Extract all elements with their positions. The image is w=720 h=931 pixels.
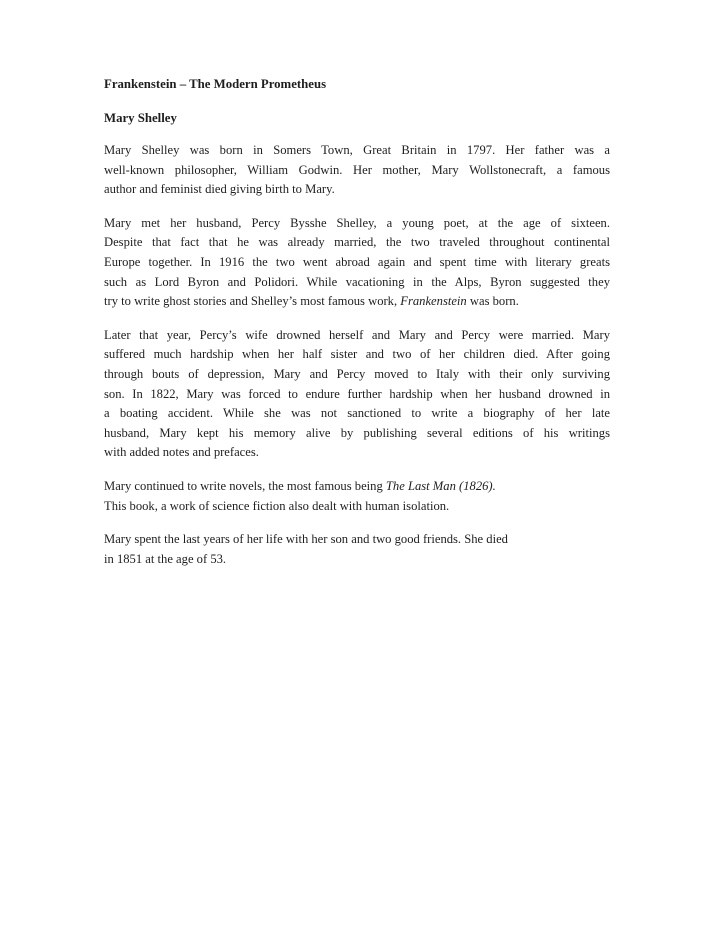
book-title-the-last-man: The Last Man (1826). <box>385 478 496 493</box>
text-line: suffered much hardship when her half sister and two of her children died. After going <box>104 347 610 362</box>
text-line: through bouts of depression, Mary and Percy moved to Italy with their only surviving <box>104 366 610 381</box>
text-line <box>104 477 610 497</box>
text-line: with added notes and prefaces. <box>104 445 259 460</box>
text-line: in 1851 at the age of 53. <box>104 551 227 566</box>
text-line: Later that year, Percy’s wife drowned herself and Mary and Percy were married. Mary <box>104 327 610 342</box>
paragraph-death <box>104 530 610 569</box>
text-run: was born. <box>466 294 519 309</box>
text-line: Mary met her husband, Percy Bysshe Shelley, a young poet, at the age of sixteen. <box>104 215 610 230</box>
paragraph-marriage <box>104 214 610 312</box>
document-title: Frankenstein – The Modern Prometheus <box>104 77 327 91</box>
paragraph-hardship <box>104 326 610 463</box>
paragraph-birth <box>104 141 610 200</box>
text-line: author and feminist died giving birth to Mary. <box>104 182 335 197</box>
text-run: Mary continued to write novels, the most famous being <box>104 478 386 493</box>
text-line: a boating accident. While she was not sanctioned to write a biography of her late <box>104 406 610 421</box>
text-line: such as Lord Byron and Polidori. While vacationing in the Alps, Byron suggested they <box>104 274 610 289</box>
text-line: Despite that fact that he was already married, the two traveled throughout continental <box>104 235 610 250</box>
text-line: son. In 1822, Mary was forced to endure further hardship when her husband drowned in <box>104 386 610 401</box>
text-line: husband, Mary kept his memory alive by publishing several editions of his writings <box>104 425 610 440</box>
paragraph-novels <box>104 477 610 516</box>
text-line: well-known philosopher, William Godwin. Her mother, Mary Wollstonecraft, a famous <box>104 162 610 177</box>
book-title-frankenstein: Frankenstein <box>400 294 467 309</box>
text-line <box>104 292 610 312</box>
text-run: try to write ghost stories and Shelley’s most famous work, <box>104 294 401 309</box>
document-author-heading: Mary Shelley <box>104 111 177 125</box>
text-line: Europe together. In 1916 the two went abroad again and spent time with literary greats <box>104 254 610 269</box>
text-line: Mary spent the last years of her life with her son and two good friends. She died <box>104 532 508 547</box>
text-line: Mary Shelley was born in Somers Town, Great Britain in 1797. Her father was a <box>104 143 610 157</box>
text-line: This book, a work of science fiction also dealt with human isolation. <box>104 498 450 513</box>
